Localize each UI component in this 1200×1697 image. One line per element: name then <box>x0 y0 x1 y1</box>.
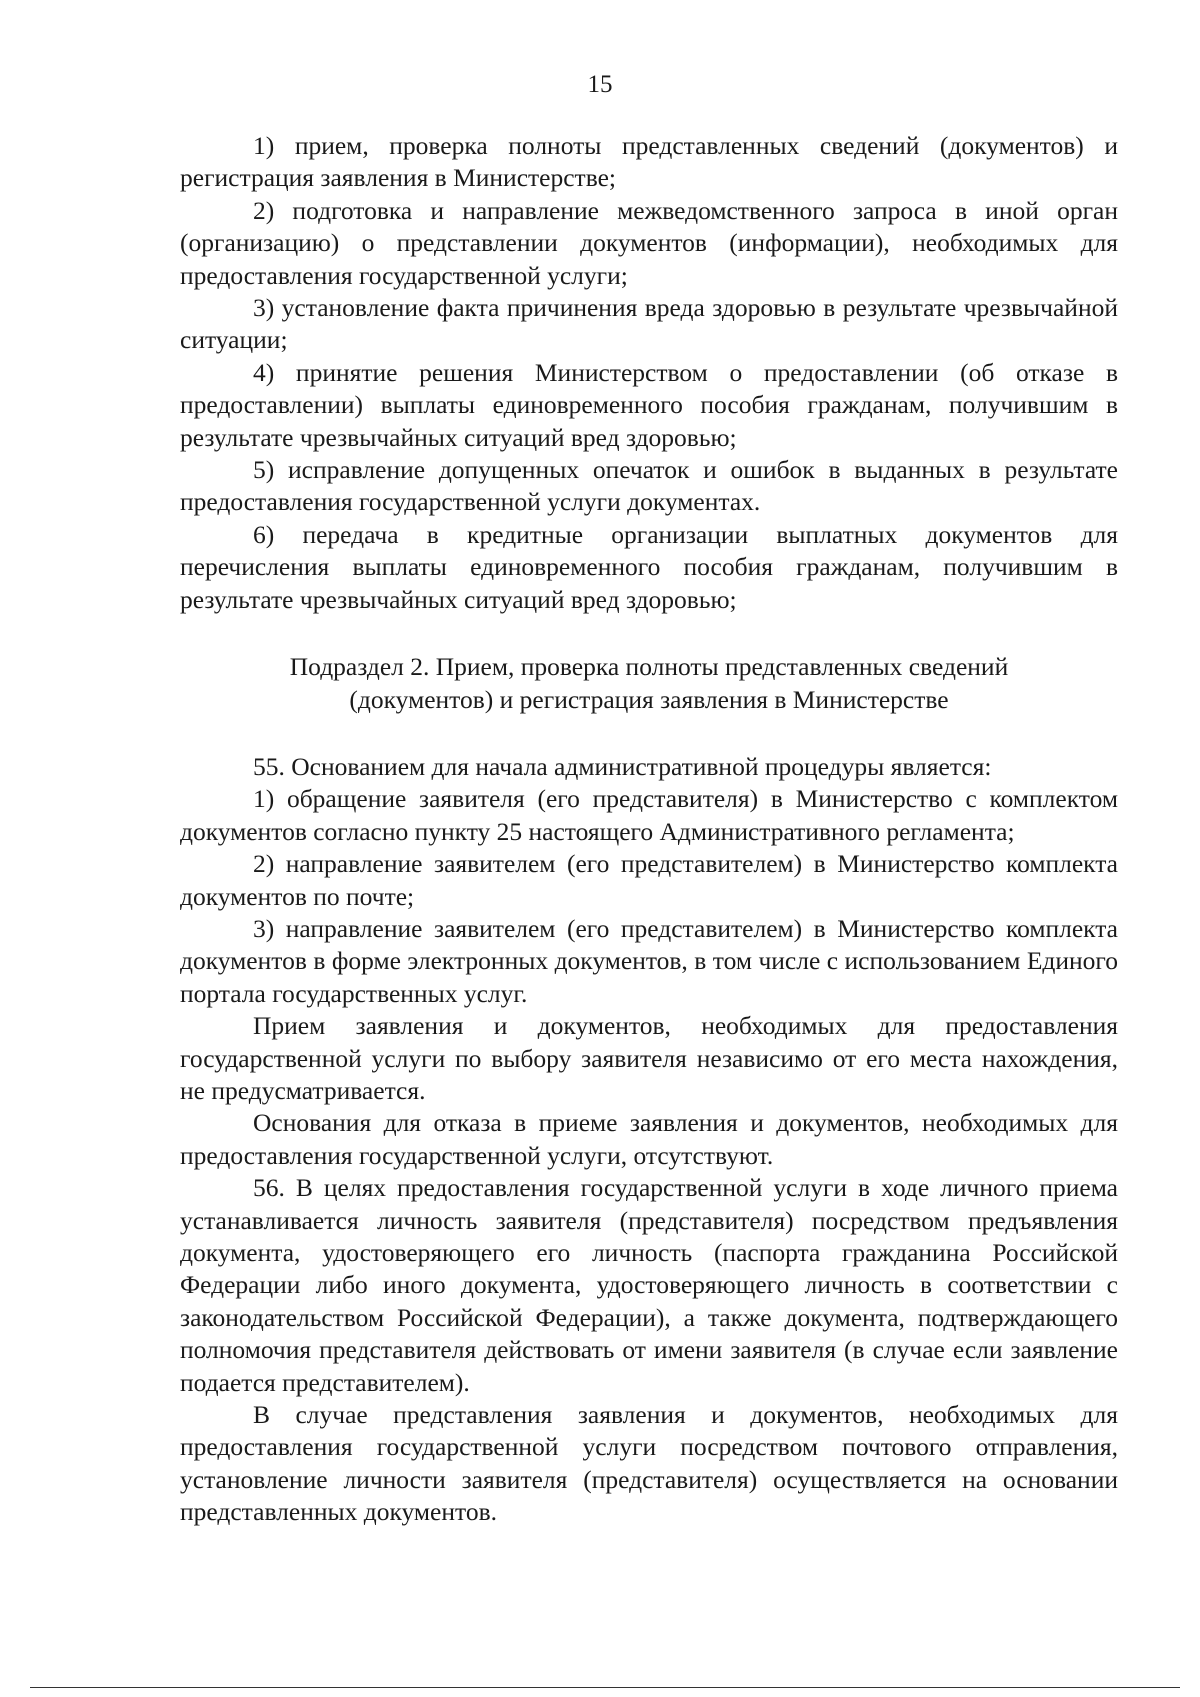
list-item-4: 4) принятие решения Министерством о предоставлении (об отказе в предоставлении) выплаты единовременного пособия гражданам, получившим в результате чрезвычайных ситуаций вред здоровью; <box>180 357 1118 452</box>
bottom-rule <box>30 1687 1180 1688</box>
list-item-6: 6) передача в кредитные организации выплатных документов для перечисления выплаты единовременного пособия гражданам, получившим в результате чрезвычайных ситуаций вред здоровью; <box>180 519 1118 614</box>
list-item-3: 3) установление факта причинения вреда здоровью в результате чрезвычайной ситуации; <box>180 293 1118 355</box>
clause-55-item-1: 1) обращение заявителя (его представителя) в Министерство с комплектом документов согласно пункту 25 настоящего Административного регламента; <box>180 784 1118 846</box>
clause-55: 55. Основанием для начала административной процедуры является: <box>253 751 992 781</box>
subsection-heading: Подраздел 2. Прием, проверка полноты представленных сведений (документов) и регистрация заявления в Министерстве <box>289 652 1009 714</box>
list-item-2: 2) подготовка и направление межведомственного запроса в иной орган (организацию) о представлении документов (информации), необходимых для предоставления государственной услуги; <box>180 195 1118 290</box>
paragraph-refusal-grounds: Основания для отказа в приеме заявления и документов, необходимых для предоставления государственной услуги, отсутствуют. <box>180 1108 1118 1170</box>
clause-55-item-2: 2) направление заявителем (его представителем) в Министерство комплекта документов по почте; <box>180 849 1118 911</box>
page-number: 15 <box>587 71 613 98</box>
clause-56: 56. В целях предоставления государственной услуги в ходе личного приема устанавливается личность заявителя (представителя) посредством предъявления документа, удостоверяющего его личность (паспорта гражданина Российской Федерации либо иного документа, удостоверяющего личность в соответствии с законодательством Российской Федерации), а также документа, подтверждающего полномочия представителя действовать от имени заявителя (в случае если заявление подается представителем). <box>180 1173 1118 1397</box>
paragraph-reception: Прием заявления и документов, необходимых для предоставления государственной услуги по выбору заявителя независимо от его места нахождения, не предусматривается. <box>180 1011 1118 1105</box>
document-body <box>180 130 1118 1529</box>
list-item-5: 5) исправление допущенных опечаток и ошибок в выданных в результате предоставления государственной услуги документах. <box>180 455 1118 517</box>
clause-55-item-3: 3) направление заявителем (его представителем) в Министерство комплекта документов в форме электронных документов, в том числе с использованием Единого портала государственных услуг. <box>180 913 1118 1008</box>
paragraph-postal: В случае представления заявления и документов, необходимых для предоставления государственной услуги посредством почтового отправления, установление личности заявителя (представителя) осуществляется на основании представленных документов. <box>180 1400 1118 1527</box>
list-item-1: 1) прием, проверка полноты представленных сведений (документов) и регистрация заявления в Министерстве; <box>180 131 1118 193</box>
